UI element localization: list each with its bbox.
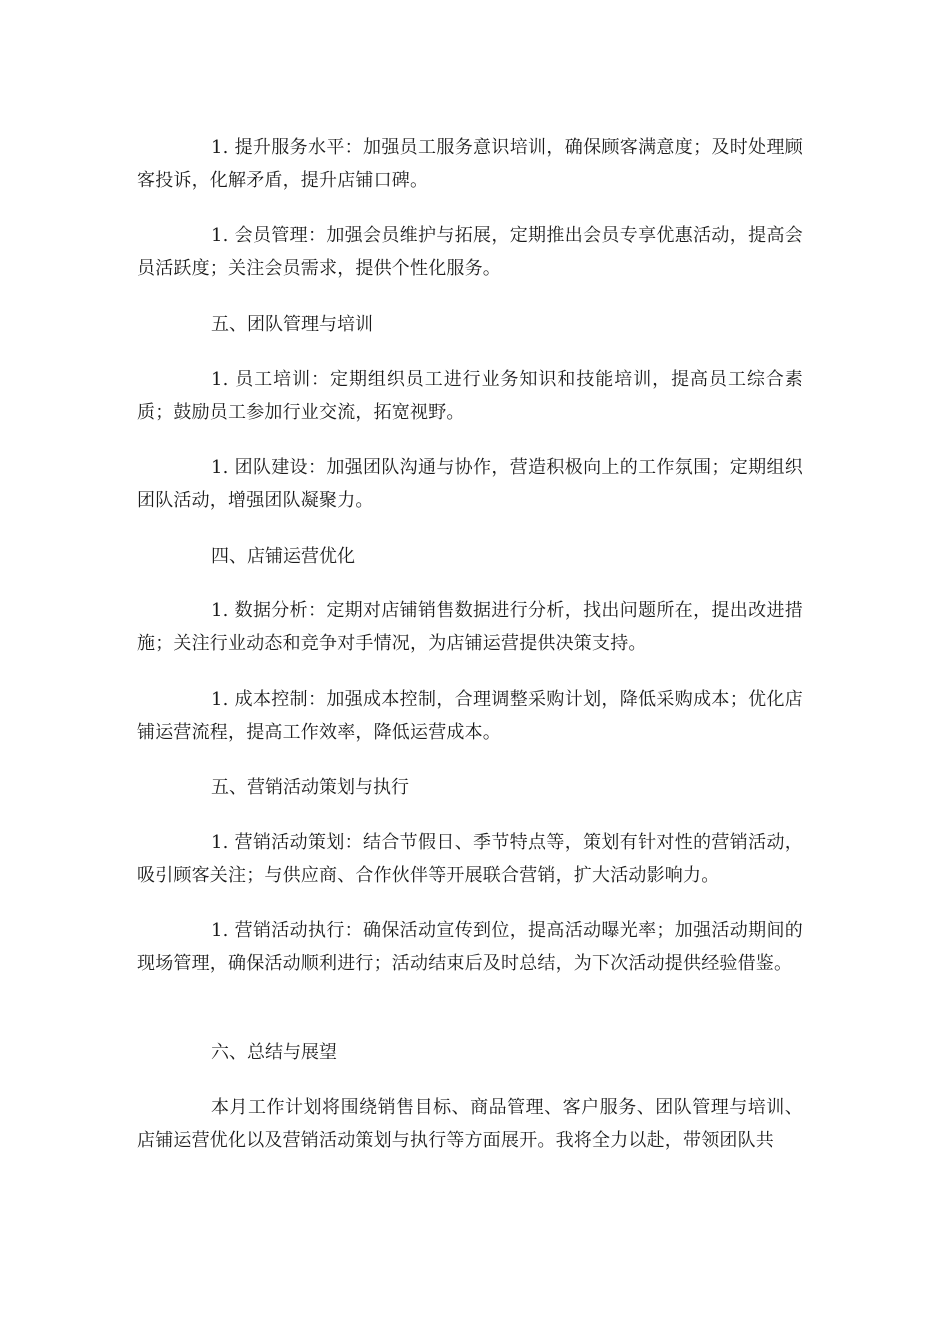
section-heading-team: 五、团队管理与培训 bbox=[211, 314, 373, 335]
paragraph-cost-control: 1. 成本控制：加强成本控制，合理调整采购计划，降低采购成本；优化店铺运营流程，提高工作效率，降低运营成本。 bbox=[137, 689, 803, 743]
section-heading-summary: 六、总结与展望 bbox=[211, 1042, 337, 1063]
paragraph-marketing-planning: 1. 营销活动策划：结合节假日、季节特点等，策划有针对性的营销活动，吸引顾客关注；与供应商、合作伙伴等开展联合营销，扩大活动影响力。 bbox=[137, 832, 803, 886]
paragraph-marketing-execution: 1. 营销活动执行：确保活动宣传到位，提高活动曝光率；加强活动期间的现场管理，确保活动顺利进行；活动结束后及时总结，为下次活动提供经验借鉴。 bbox=[137, 920, 803, 974]
paragraph-staff-training: 1. 员工培训：定期组织员工进行业务知识和技能培训，提高员工综合素质；鼓励员工参加行业交流，拓宽视野。 bbox=[137, 369, 803, 423]
paragraph-service-level: 1. 提升服务水平：加强员工服务意识培训，确保顾客满意度；及时处理顾客投诉，化解矛盾，提升店铺口碑。 bbox=[137, 137, 803, 191]
paragraph-member-management: 1. 会员管理：加强会员维护与拓展，定期推出会员专享优惠活动，提高会员活跃度；关注会员需求，提供个性化服务。 bbox=[137, 225, 803, 279]
paragraph-summary: 本月工作计划将围绕销售目标、商品管理、客户服务、团队管理与培训、店铺运营优化以及营销活动策划与执行等方面展开。我将全力以赴，带领团队共 bbox=[137, 1097, 803, 1151]
paragraph-data-analysis: 1. 数据分析：定期对店铺销售数据进行分析，找出问题所在，提出改进措施；关注行业动态和竞争对手情况，为店铺运营提供决策支持。 bbox=[137, 600, 803, 654]
section-heading-marketing: 五、营销活动策划与执行 bbox=[211, 777, 409, 798]
section-heading-operations: 四、店铺运营优化 bbox=[211, 546, 355, 567]
paragraph-team-building: 1. 团队建设：加强团队沟通与协作，营造积极向上的工作氛围；定期组织团队活动，增强团队凝聚力。 bbox=[137, 457, 803, 511]
